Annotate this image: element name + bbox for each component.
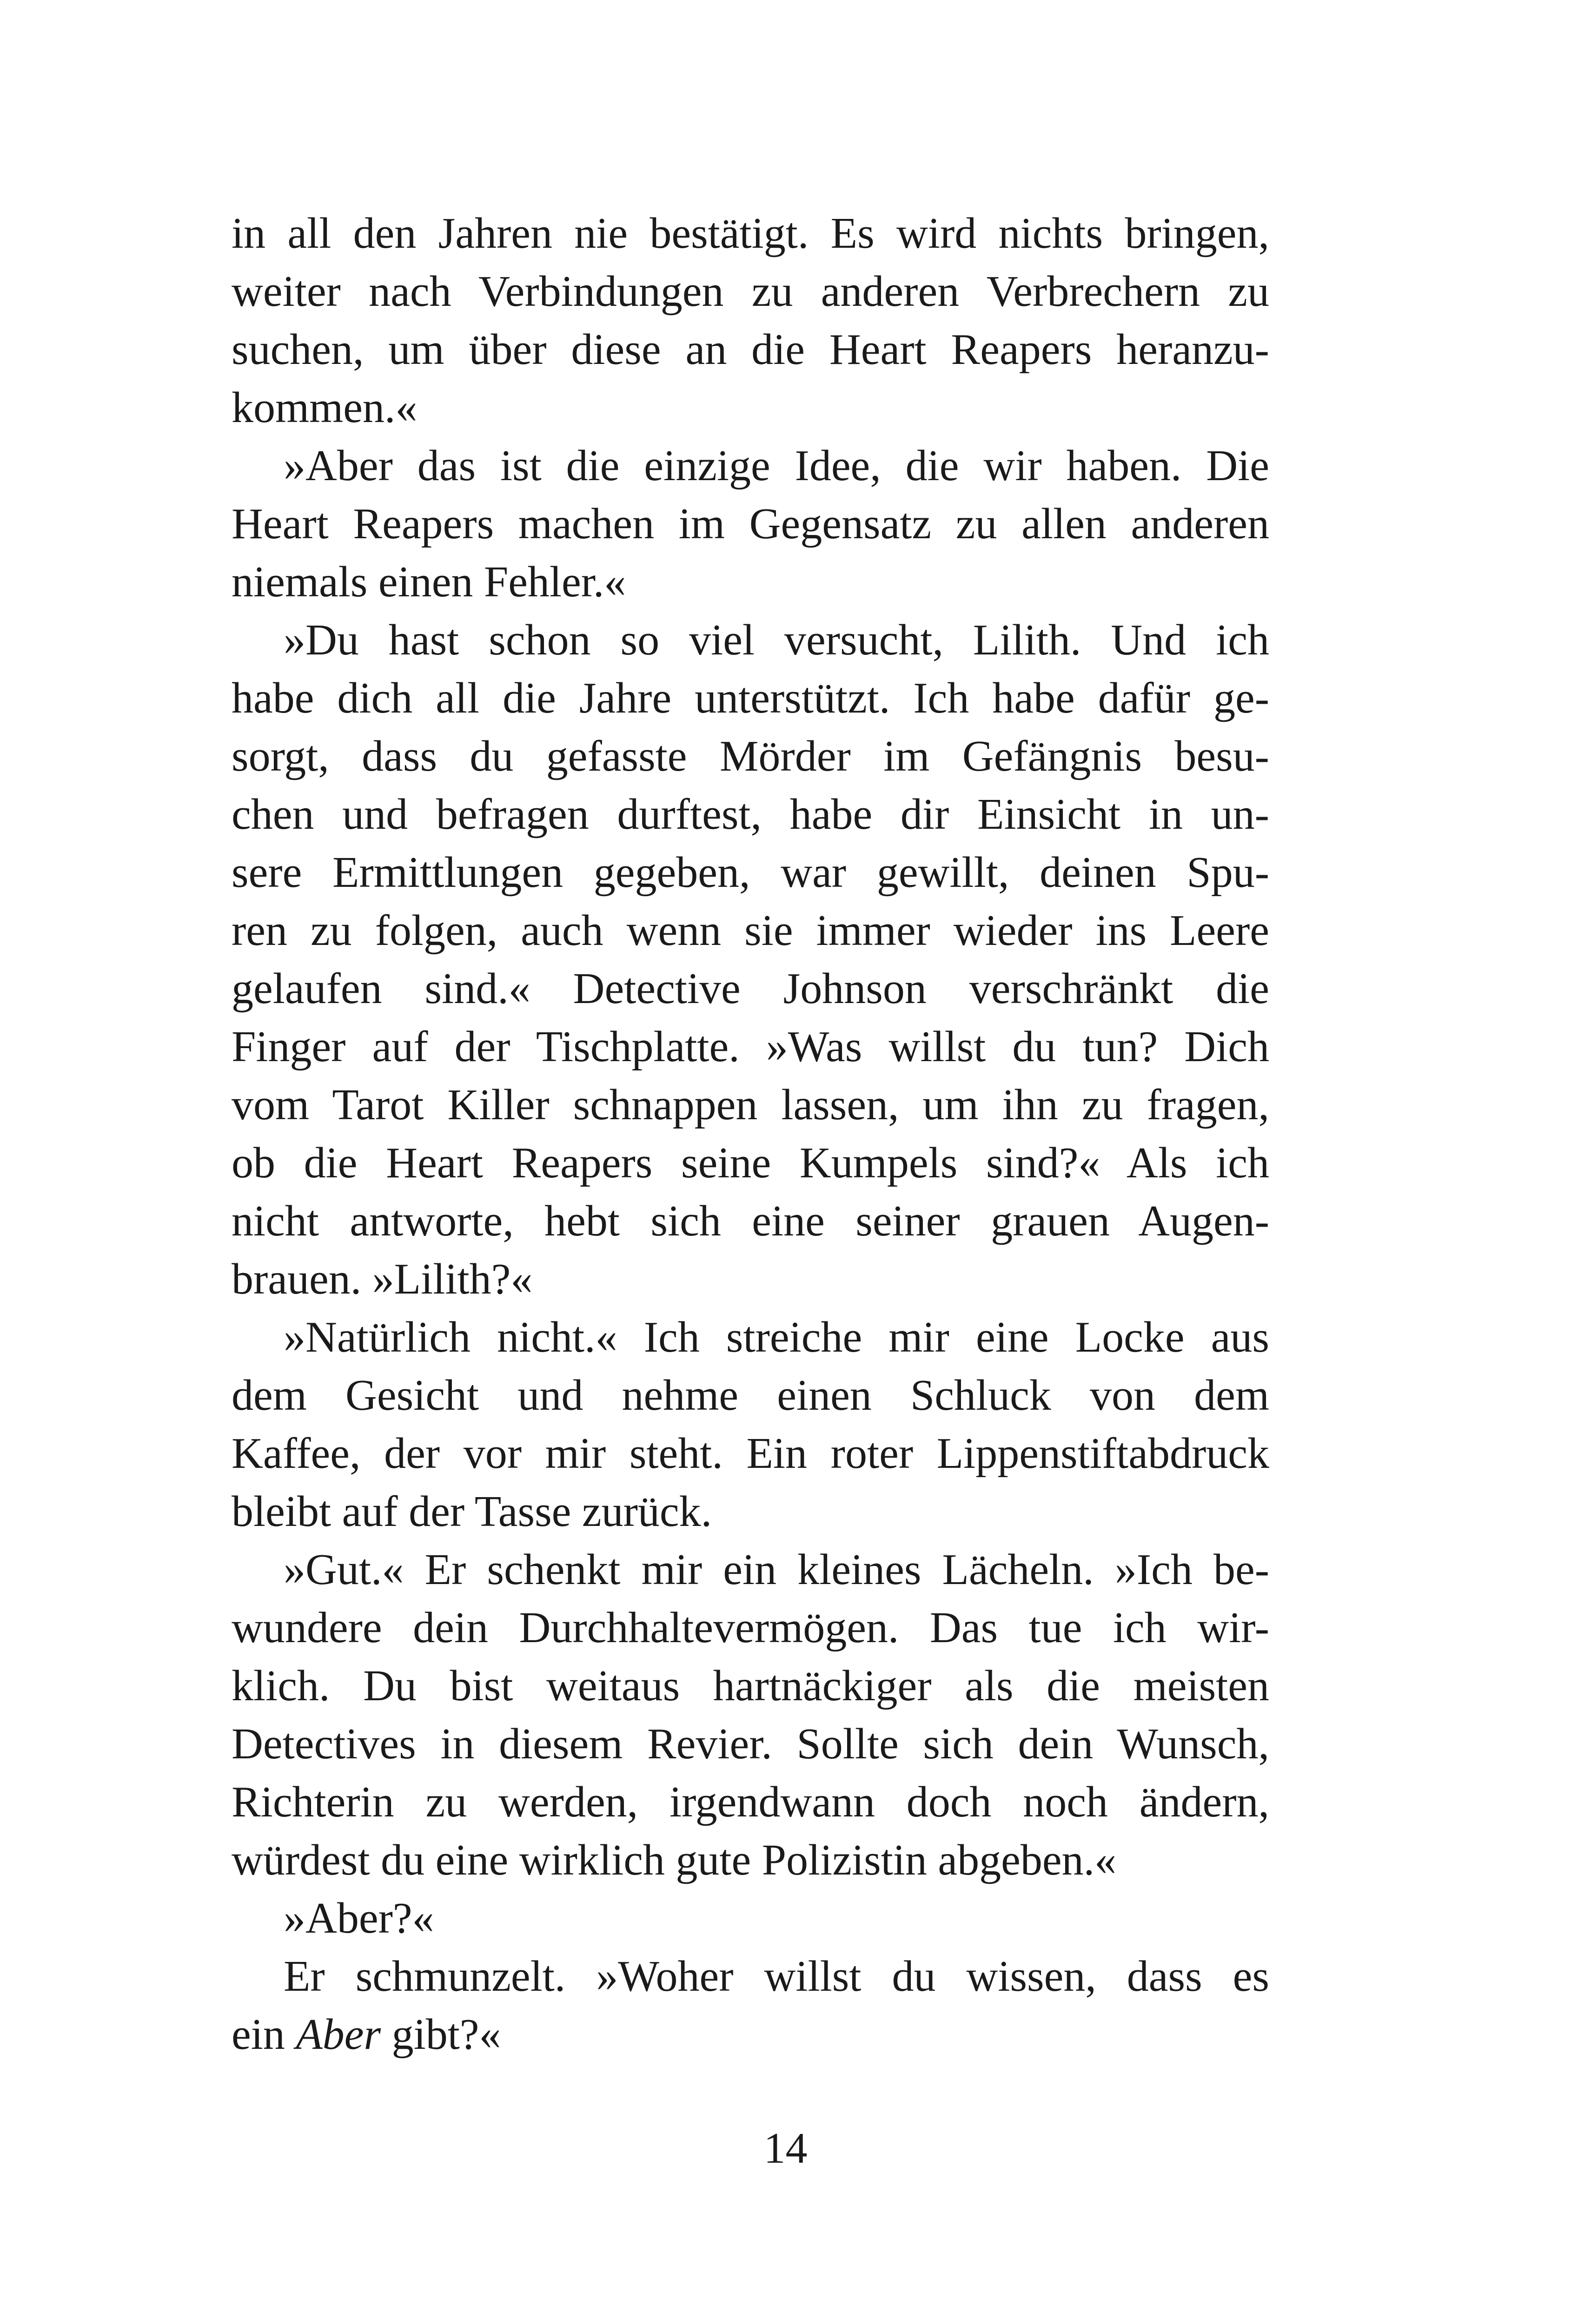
text-line: »Aber?« xyxy=(284,1894,434,1942)
text-line-last xyxy=(232,2006,1269,2064)
text-line: Finger auf der Tischplatte. »Was willst du tun? Dich xyxy=(232,1023,1269,1071)
text-fragment: gibt?« xyxy=(381,2010,501,2059)
text-line: kommen.« xyxy=(232,383,418,432)
text-line: vom Tarot Killer schnappen lassen, um ihn zu fragen, xyxy=(232,1081,1269,1129)
text-line: Er schmunzelt. »Woher willst du wissen, dass es xyxy=(284,1952,1269,2000)
text-line: »Gut.« Er schenkt mir ein kleines Lächeln. »Ich be- xyxy=(284,1545,1269,1594)
text-line: Richterin zu werden, irgendwann doch noch ändern, xyxy=(232,1778,1269,1826)
text-line: niemals einen Fehler.« xyxy=(232,558,626,606)
text-line: gelaufen sind.« Detective Johnson verschränkt die xyxy=(232,964,1269,1013)
text-line: sere Ermittlungen gegeben, war gewillt, deinen Spu- xyxy=(232,848,1269,897)
text-line: »Natürlich nicht.« Ich streiche mir eine Locke aus xyxy=(284,1313,1269,1361)
text-line: würdest du eine wirklich gute Polizistin abgeben.« xyxy=(232,1836,1117,1884)
text-line: habe dich all die Jahre unterstützt. Ich habe dafür ge- xyxy=(232,674,1269,722)
text-line: dem Gesicht und nehme einen Schluck von dem xyxy=(232,1371,1269,1419)
text-line: wundere dein Durchhaltevermögen. Das tue ich wir- xyxy=(232,1604,1269,1652)
text-line: »Aber das ist die einzige Idee, die wir haben. Die xyxy=(284,442,1269,490)
text-line: nicht antworte, hebt sich eine seiner grauen Augen- xyxy=(232,1197,1269,1245)
text-line: Heart Reapers machen im Gegensatz zu allen anderen xyxy=(232,500,1269,548)
page-number: 14 xyxy=(763,2124,808,2172)
text-line: sorgt, dass du gefasste Mörder im Gefängnis besu- xyxy=(232,732,1269,780)
text-line: weiter nach Verbindungen zu anderen Verbrechern zu xyxy=(232,267,1269,316)
text-line: Detectives in diesem Revier. Sollte sich dein Wunsch, xyxy=(232,1720,1269,1768)
text-line: in all den Jahren nie bestätigt. Es wird nichts bringen, xyxy=(232,209,1269,257)
body-text xyxy=(232,205,1269,2064)
text-line: ob die Heart Reapers seine Kumpels sind?« Als ich xyxy=(232,1139,1269,1187)
text-line: klich. Du bist weitaus hartnäckiger als die meisten xyxy=(232,1662,1269,1710)
text-line: suchen, um über diese an die Heart Reapers heranzu- xyxy=(232,325,1269,374)
text-line: »Du hast schon so viel versucht, Lilith. Und ich xyxy=(284,616,1269,664)
text-line: Kaffee, der vor mir steht. Ein roter Lippenstiftabdruck xyxy=(232,1429,1269,1478)
text-line: chen und befragen durftest, habe dir Einsicht in un- xyxy=(232,790,1269,838)
emphasized-word: Aber xyxy=(296,2010,381,2059)
text-line: ren zu folgen, auch wenn sie immer wieder ins Leere xyxy=(232,906,1269,955)
text-line: bleibt auf der Tasse zurück. xyxy=(232,1487,712,1536)
text-fragment: ein xyxy=(232,2010,296,2059)
text-line: brauen. »Lilith?« xyxy=(232,1255,533,1303)
